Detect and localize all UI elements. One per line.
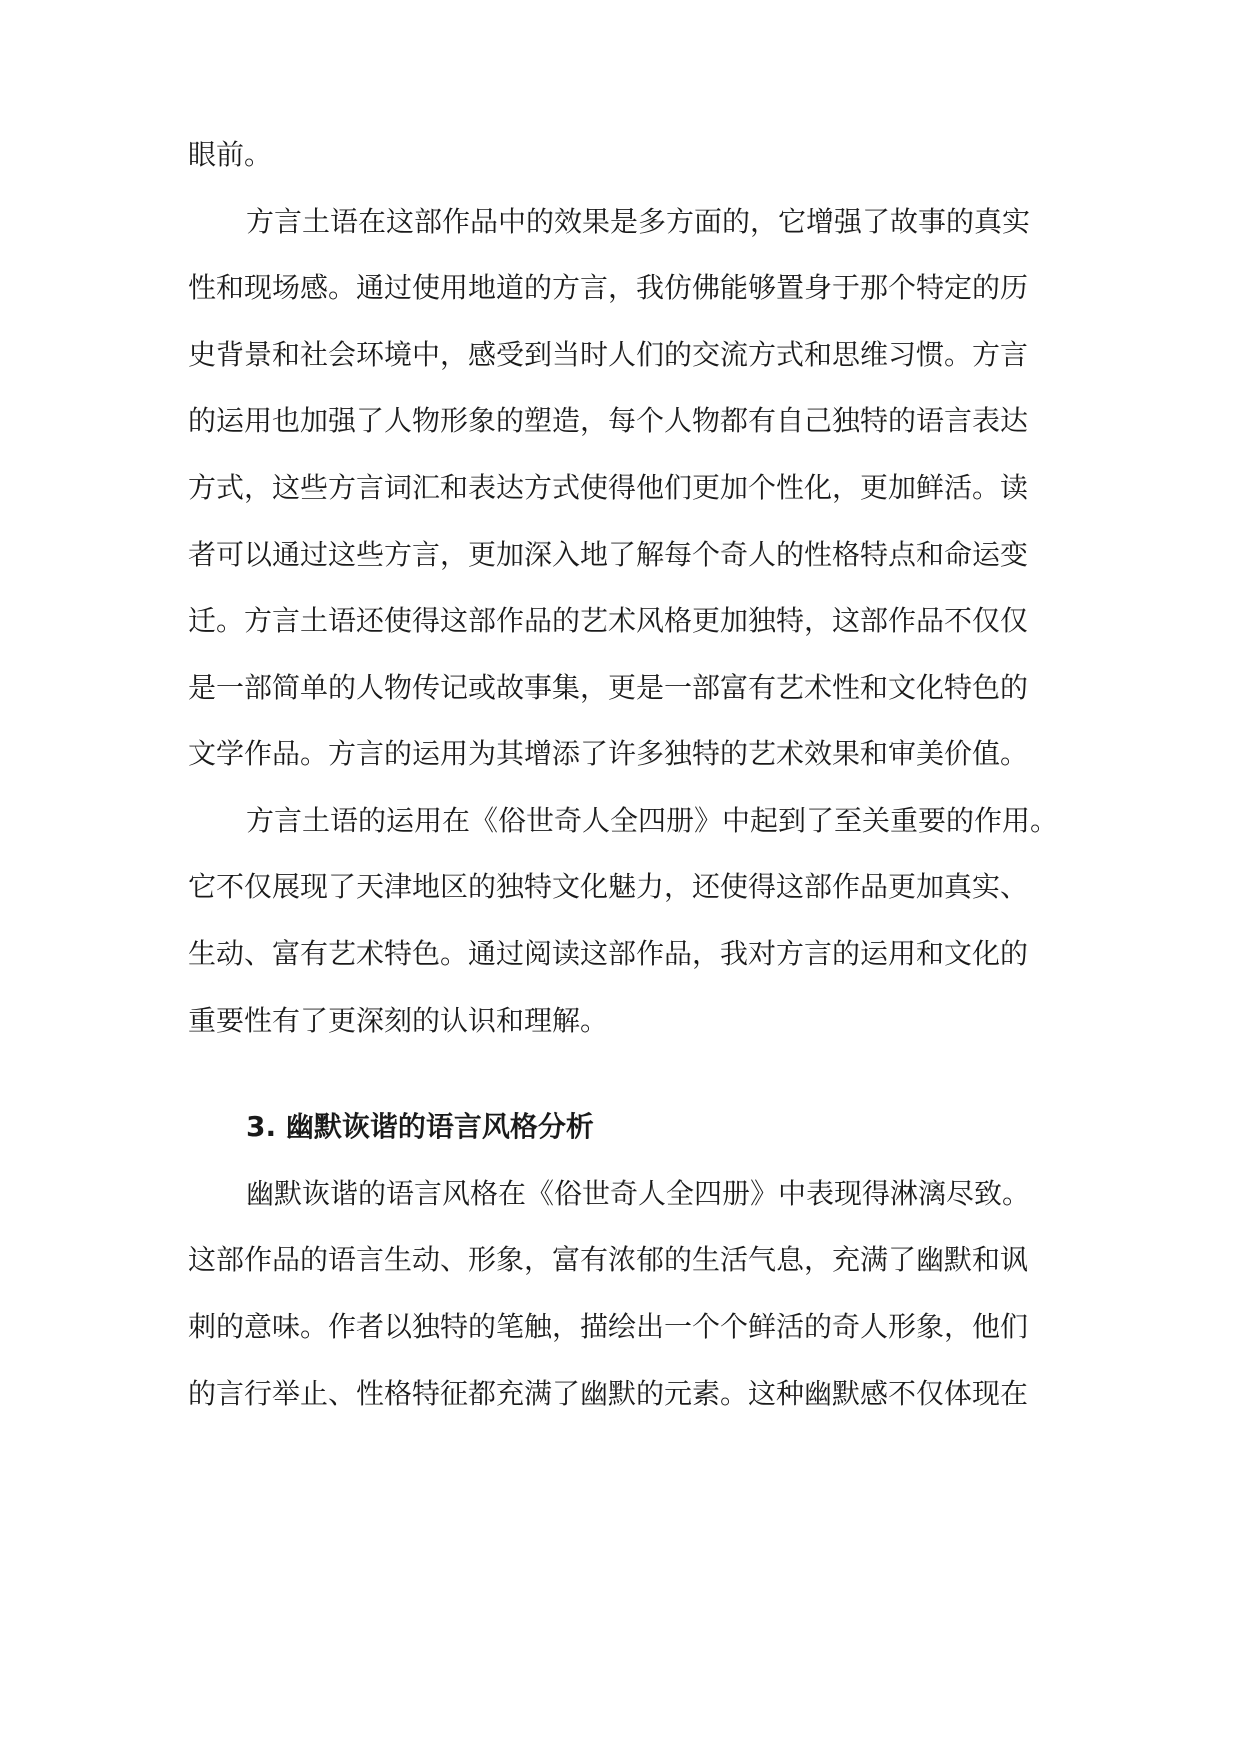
paragraph-line: 幽默诙谐的语言风格在《俗世奇人全四册》中表现得淋漓尽致。 — [246, 1177, 1031, 1210]
paragraph-line: 的言行举止、性格特征都充满了幽默的元素。这种幽默感不仅体现在 — [188, 1377, 1029, 1410]
paragraph-line: 迁。方言土语还使得这部作品的艺术风格更加独特，这部作品不仅仅 — [188, 604, 1029, 637]
paragraph-line: 方言土语的运用在《俗世奇人全四册》中起到了至关重要的作用。 — [246, 804, 1058, 837]
paragraph-line: 文学作品。方言的运用为其增添了许多独特的艺术效果和审美价值。 — [188, 737, 1029, 770]
paragraph-line: 这部作品的语言生动、形象，富有浓郁的生活气息，充满了幽默和讽 — [188, 1243, 1029, 1276]
paragraph-line: 刺的意味。作者以独特的笔触，描绘出一个个鲜活的奇人形象，他们 — [188, 1310, 1029, 1343]
paragraph-line: 眼前。 — [188, 138, 273, 171]
paragraph-line: 是一部简单的人物传记或故事集，更是一部富有艺术性和文化特色的 — [188, 671, 1029, 704]
paragraph-line: 的运用也加强了人物形象的塑造，每个人物都有自己独特的语言表达 — [188, 404, 1029, 437]
paragraph-line: 者可以通过这些方言，更加深入地了解每个奇人的性格特点和命运变 — [188, 538, 1029, 571]
section-heading: 3. 幽默诙谐的语言风格分析 — [246, 1110, 594, 1143]
paragraph-line: 生动、富有艺术特色。通过阅读这部作品，我对方言的运用和文化的 — [188, 937, 1029, 970]
paragraph-line: 性和现场感。通过使用地道的方言，我仿佛能够置身于那个特定的历 — [188, 271, 1029, 304]
paragraph-line: 重要性有了更深刻的认识和理解。 — [188, 1004, 609, 1037]
paragraph-line: 它不仅展现了天津地区的独特文化魅力，还使得这部作品更加真实、 — [188, 870, 1029, 903]
paragraph-line: 史背景和社会环境中，感受到当时人们的交流方式和思维习惯。方言 — [188, 338, 1029, 371]
paragraph-line: 方言土语在这部作品中的效果是多方面的，它增强了故事的真实 — [246, 205, 1031, 238]
paragraph-line: 方式，这些方言词汇和表达方式使得他们更加个性化，更加鲜活。读 — [188, 471, 1029, 504]
